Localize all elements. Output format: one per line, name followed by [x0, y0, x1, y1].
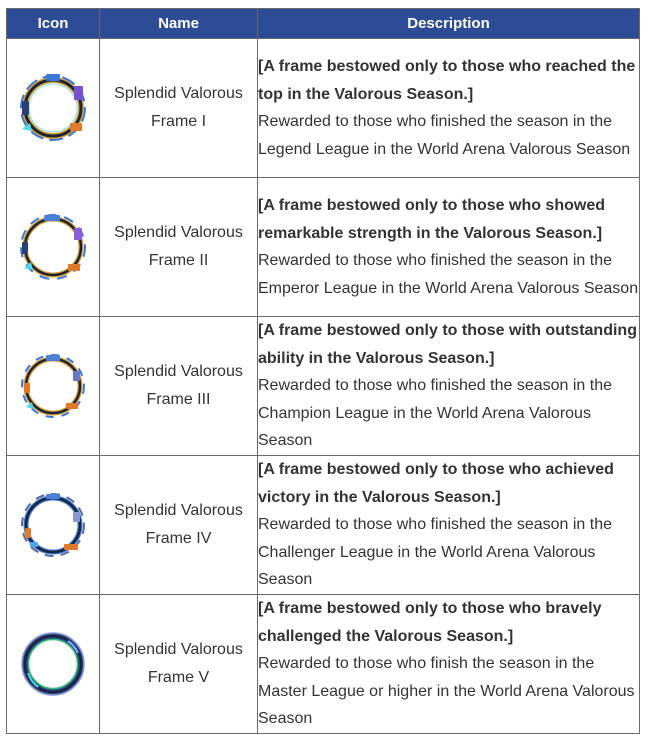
frame-name-line1: Splendid Valorous — [114, 502, 243, 519]
table-row — [7, 317, 640, 456]
frame-description-body: Rewarded to those who finished the season in the Champion League in the World Arena Valorous Season — [258, 377, 613, 450]
frame-name-line1: Splendid Valorous — [114, 224, 243, 241]
icon-cell — [7, 178, 100, 317]
frame-description-title: [A frame bestowed only to those who achieved victory in the Valorous Season.] — [258, 461, 614, 506]
header-description: Description — [258, 9, 640, 39]
icon-cell — [7, 39, 100, 178]
icon-cell — [7, 317, 100, 456]
frame-description-title: [A frame bestowed only to those who reached the top in the Valorous Season.] — [258, 58, 636, 103]
frame-name-line2: Frame IV — [145, 530, 212, 547]
table-header-row — [7, 9, 640, 39]
frame-description — [258, 595, 640, 734]
frame-name-line1: Splendid Valorous — [114, 641, 243, 658]
frame-name — [100, 456, 258, 595]
frame-description-body: Rewarded to those who finish the season in the Master League or higher in the World Arena Valorous Season — [258, 655, 635, 728]
table-row — [7, 178, 640, 317]
header-icon: Icon — [7, 9, 100, 39]
frame-name — [100, 39, 258, 178]
table-row — [7, 39, 640, 178]
frame-name-line1: Splendid Valorous — [114, 85, 243, 102]
splendid-valorous-frame-4-icon — [16, 488, 90, 562]
frame-name — [100, 595, 258, 734]
frame-name-line2: Frame II — [148, 252, 209, 269]
frame-description — [258, 178, 640, 317]
frame-name-line2: Frame V — [147, 669, 210, 686]
frame-description-body: Rewarded to those who finished the season in the Emperor League in the World Arena Valorous Season — [258, 252, 639, 297]
splendid-valorous-frame-5-icon — [16, 627, 90, 701]
frame-description — [258, 39, 640, 178]
splendid-valorous-frame-3-icon — [16, 349, 90, 423]
splendid-valorous-frame-2-icon — [16, 210, 90, 284]
frame-description — [258, 456, 640, 595]
icon-cell — [7, 595, 100, 734]
splendid-valorous-frame-1-icon — [16, 71, 90, 145]
reward-frames-table — [6, 8, 640, 734]
frame-name-line2: Frame III — [146, 391, 211, 408]
frame-name-line2: Frame I — [150, 113, 207, 130]
frame-description-title: [A frame bestowed only to those with outstanding ability in the Valorous Season.] — [258, 322, 637, 367]
frame-description — [258, 317, 640, 456]
header-name: Name — [100, 9, 258, 39]
frame-name — [100, 317, 258, 456]
frame-name — [100, 178, 258, 317]
frame-description-title: [A frame bestowed only to those who showed remarkable strength in the Valorous Season.] — [258, 197, 605, 242]
frame-description-body: Rewarded to those who finished the season in the Legend League in the World Arena Valorous Season — [258, 113, 631, 158]
frame-description-body: Rewarded to those who finished the season in the Challenger League in the World Arena Valorous Season — [258, 516, 613, 589]
frame-description-title: [A frame bestowed only to those who bravely challenged the Valorous Season.] — [258, 600, 602, 645]
icon-cell — [7, 456, 100, 595]
frame-name-line1: Splendid Valorous — [114, 363, 243, 380]
table-row — [7, 456, 640, 595]
table-row — [7, 595, 640, 734]
